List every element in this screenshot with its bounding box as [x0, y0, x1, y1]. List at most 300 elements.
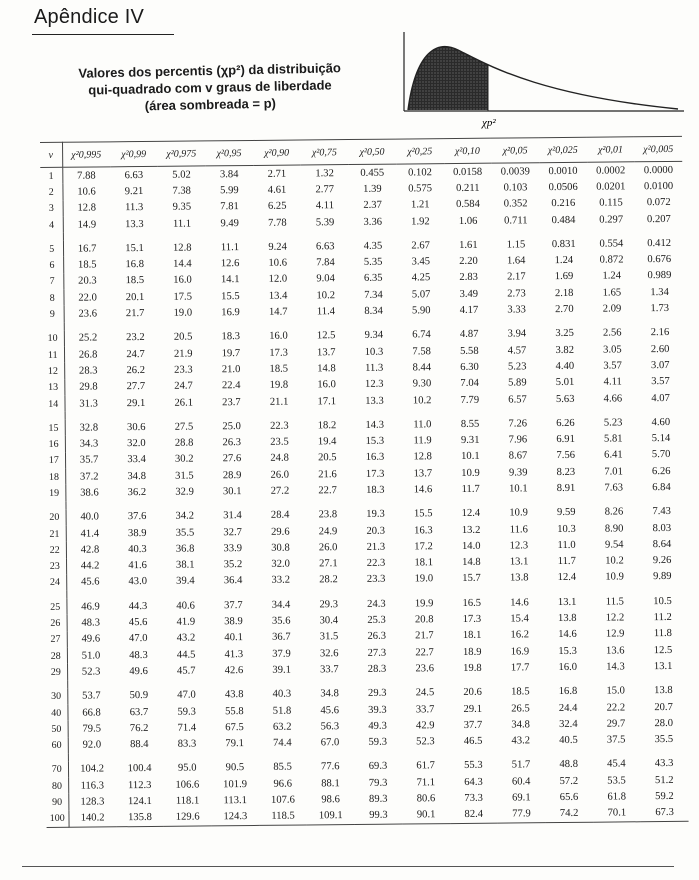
header-percentile: χ²0,99 — [110, 141, 158, 166]
percentile-value-cell: 4.66 — [603, 392, 623, 405]
percentile-value-cell: 21.0 — [221, 363, 241, 376]
percentile-value-cell: 44.2 — [80, 560, 100, 572]
percentile-value-cell: 27.2 — [270, 485, 290, 497]
percentile-value-cell: 17.3 — [462, 613, 482, 626]
percentile-value-cell: 1.24 — [554, 255, 574, 267]
percentile-value-cell: 77.6 — [320, 761, 340, 773]
percentile-value-cell: 5.14 — [651, 433, 671, 445]
percentile-value-cell: 0.0010 — [548, 165, 578, 177]
percentile-value-cell: 17.3 — [269, 347, 288, 359]
percentile-value-cell: 100.4 — [127, 763, 152, 775]
percentile-value-cell: 23.5 — [270, 436, 289, 448]
percentile-value-cell: 32.4 — [558, 718, 578, 730]
percentile-value-cell: 76.2 — [129, 722, 149, 735]
percentile-value-cell: 29.8 — [79, 381, 98, 393]
percentile-value-cell: 35.5 — [654, 734, 674, 746]
percentile-value-cell: 14.8 — [317, 363, 336, 375]
percentile-value-cell: 17.1 — [317, 395, 337, 407]
percentile-value-cell: 41.9 — [176, 616, 196, 628]
percentile-value-cell: 26.1 — [174, 397, 194, 409]
percentile-value-cell: 9.24 — [268, 241, 287, 253]
degrees-of-freedom-cell: 28 — [45, 648, 67, 665]
percentile-value-cell: 90.1 — [402, 807, 450, 824]
percentile-value-cell: 10.3 — [364, 346, 384, 358]
percentile-value-cell: 12.4 — [557, 572, 577, 584]
percentile-value-cell: 0.072 — [646, 197, 671, 209]
percentile-value-cell: 0.584 — [455, 199, 480, 211]
percentile-value-cell: 25.3 — [367, 614, 386, 626]
percentile-value-cell: 52.3 — [81, 666, 101, 678]
percentile-value-cell: 1.34 — [650, 286, 669, 298]
percentile-value-cell: 19.3 — [366, 508, 385, 521]
percentile-value-cell: 46.5 — [463, 735, 483, 748]
percentile-value-cell: 80.6 — [416, 793, 436, 805]
degrees-of-freedom-cell: 50 — [46, 721, 68, 738]
percentile-value-cell: 22.2 — [606, 701, 626, 714]
percentile-value-cell: 2.17 — [507, 271, 526, 283]
percentile-value-cell: 12.8 — [413, 451, 433, 463]
header-percentile: χ²0,005 — [634, 136, 682, 161]
degrees-of-freedom-cell: 80 — [46, 778, 68, 795]
header-percentile: χ²0,995 — [62, 142, 110, 167]
percentile-value-cell: 53.5 — [607, 775, 626, 787]
percentile-value-cell: 1.61 — [459, 239, 478, 251]
percentile-value-cell: 23.6 — [78, 308, 98, 320]
percentile-value-cell: 17.7 — [510, 662, 530, 674]
percentile-value-cell: 6.41 — [604, 449, 623, 461]
percentile-value-cell: 4.25 — [411, 272, 431, 284]
percentile-value-cell: 34.8 — [127, 470, 147, 482]
percentile-value-cell: 1.73 — [650, 302, 670, 315]
percentile-value-cell: 19.8 — [463, 662, 482, 674]
degrees-of-freedom-cell: 24 — [44, 575, 66, 592]
percentile-value-cell: 79.3 — [368, 777, 388, 789]
percentile-value-cell: 5.81 — [603, 433, 623, 445]
percentile-value-cell: 8.23 — [556, 466, 576, 478]
caption-line-1: Valores dos percentis (χp²) da distribuição — [78, 60, 342, 81]
percentile-value-cell: 7.34 — [364, 289, 383, 301]
percentile-value-cell: 2.37 — [363, 199, 382, 212]
percentile-value-cell: 19.0 — [173, 307, 193, 319]
percentile-value-cell: 12.6 — [220, 258, 240, 270]
percentile-value-cell: 69.1 — [512, 792, 531, 804]
header-percentile: χ²0,975 — [157, 141, 205, 166]
percentile-value-cell: 7.88 — [77, 170, 96, 182]
percentile-value-cell: 13.3 — [124, 218, 144, 230]
table-caption — [59, 59, 360, 116]
percentile-value-cell: 13.3 — [365, 395, 384, 407]
percentile-value-cell: 27.6 — [222, 453, 242, 465]
percentile-value-cell: 4.11 — [603, 376, 622, 388]
percentile-value-cell: 3.45 — [411, 256, 431, 268]
percentile-value-cell: 34.8 — [511, 719, 530, 731]
percentile-value-cell: 12.4 — [461, 508, 481, 520]
degrees-of-freedom-cell: 26 — [45, 615, 67, 632]
percentile-value-cell: 17.5 — [173, 291, 193, 303]
percentile-value-cell: 33.2 — [271, 575, 291, 587]
percentile-value-cell: 28.2 — [319, 574, 338, 586]
percentile-value-cell: 16.0 — [317, 379, 336, 391]
degrees-of-freedom-cell: 9 — [42, 306, 64, 323]
percentile-value-cell: 16.8 — [558, 686, 578, 698]
percentile-value-cell: 106.6 — [175, 779, 200, 791]
percentile-value-cell: 33.4 — [127, 454, 146, 466]
percentile-value-cell: 19.0 — [414, 573, 434, 585]
percentile-value-cell: 34.4 — [271, 599, 291, 611]
table-body — [40, 161, 688, 827]
percentile-value-cell: 129.6 — [164, 809, 212, 826]
percentile-value-cell: 28.3 — [367, 663, 387, 675]
percentile-value-cell: 2.67 — [411, 240, 430, 252]
percentile-value-cell: 95.0 — [177, 762, 197, 775]
percentile-value-cell: 21.3 — [366, 541, 386, 553]
percentile-value-cell: 135.8 — [116, 810, 164, 827]
percentile-value-cell: 4.60 — [651, 416, 671, 428]
degrees-of-freedom-cell: 23 — [44, 558, 66, 575]
header-percentile: χ²0,025 — [539, 137, 587, 162]
percentile-value-cell: 11.3 — [125, 202, 144, 214]
percentile-value-cell: 27.1 — [319, 558, 338, 570]
percentile-value-cell: 24.7 — [126, 348, 145, 360]
percentile-value-cell: 124.1 — [127, 795, 152, 808]
percentile-value-cell: 13.1 — [557, 596, 577, 608]
percentile-value-cell: 26.2 — [126, 364, 146, 377]
percentile-value-cell: 3.25 — [555, 328, 574, 340]
percentile-value-cell: 65.6 — [559, 791, 579, 804]
percentile-value-cell: 74.4 — [273, 737, 292, 749]
percentile-value-cell: 17.3 — [365, 468, 385, 480]
percentile-value-cell: 37.5 — [606, 734, 626, 746]
percentile-value-cell: 101.9 — [223, 778, 248, 791]
percentile-value-cell: 11.6 — [509, 523, 528, 536]
percentile-value-cell: 51.2 — [654, 774, 674, 786]
percentile-value-cell: 17.2 — [414, 541, 433, 553]
percentile-value-cell: 33.7 — [320, 664, 339, 676]
percentile-value-cell: 0.0000 — [643, 164, 674, 176]
percentile-value-cell: 0.216 — [551, 198, 576, 210]
percentile-value-cell: 45.6 — [320, 704, 340, 716]
percentile-value-cell: 48.8 — [559, 759, 579, 771]
percentile-value-cell: 22.7 — [415, 646, 434, 659]
percentile-value-cell: 16.2 — [510, 629, 530, 641]
percentile-value-cell: 22.0 — [78, 292, 97, 304]
degrees-of-freedom-cell: 40 — [45, 705, 67, 722]
percentile-value-cell: 35.2 — [223, 559, 243, 571]
percentile-value-cell: 5.89 — [508, 377, 527, 389]
percentile-value-cell: 69.3 — [368, 761, 388, 773]
percentile-value-cell: 45.6 — [80, 576, 100, 589]
percentile-value-cell: 38.1 — [175, 559, 195, 571]
percentile-value-cell: 23.2 — [126, 332, 145, 344]
percentile-value-cell: 40.5 — [559, 735, 578, 747]
percentile-value-cell: 55.3 — [464, 760, 483, 772]
percentile-value-cell: 1.06 — [458, 215, 478, 227]
degrees-of-freedom-cell: 100 — [46, 810, 68, 827]
percentile-value-cell: 37.2 — [79, 471, 99, 483]
percentile-value-cell: 43.3 — [654, 758, 674, 770]
percentile-value-cell: 0.0039 — [500, 165, 530, 178]
percentile-value-cell: 21.1 — [269, 396, 289, 408]
percentile-value-cell: 45.4 — [607, 758, 626, 771]
percentile-value-cell: 34.2 — [175, 510, 195, 522]
percentile-value-cell: 20.5 — [317, 452, 337, 464]
percentile-value-cell: 7.01 — [604, 466, 623, 478]
percentile-value-cell: 2.16 — [650, 327, 670, 339]
percentile-value-cell: 10.2 — [316, 289, 336, 302]
percentile-value-cell: 5.23 — [603, 417, 623, 429]
percentile-value-cell: 41.4 — [80, 528, 100, 540]
percentile-value-cell: 19.8 — [269, 379, 289, 392]
percentile-value-cell: 0.989 — [647, 270, 672, 282]
percentile-value-cell: 26.3 — [367, 631, 387, 643]
percentile-value-cell: 59.3 — [177, 706, 197, 718]
percentile-value-cell: 30.2 — [174, 453, 194, 466]
degrees-of-freedom-cell: 4 — [41, 217, 63, 234]
percentile-value-cell: 11.1 — [172, 218, 192, 230]
percentile-value-cell: 0.412 — [647, 237, 672, 250]
percentile-value-cell: 63.7 — [129, 706, 149, 718]
percentile-value-cell: 14.8 — [462, 556, 481, 569]
percentile-value-cell: 4.87 — [459, 329, 479, 341]
percentile-value-cell: 11.1 — [220, 241, 240, 254]
percentile-value-cell: 14.9 — [77, 218, 97, 231]
percentile-value-cell: 64.3 — [464, 776, 483, 788]
percentile-value-cell: 11.5 — [605, 596, 624, 608]
percentile-value-cell: 21.9 — [173, 348, 193, 360]
percentile-value-cell: 13.7 — [413, 467, 433, 480]
header-nu: v — [40, 142, 62, 167]
percentile-value-cell: 6.25 — [267, 200, 287, 213]
degrees-of-freedom-cell: 25 — [44, 599, 66, 616]
degrees-of-freedom-cell: 10 — [42, 330, 64, 347]
percentile-value-cell: 24.8 — [270, 453, 289, 465]
percentile-value-cell: 11.0 — [557, 539, 576, 551]
percentile-value-cell: 28.3 — [78, 365, 98, 377]
percentile-value-cell: 12.3 — [509, 540, 529, 552]
header-percentile: χ²0,10 — [443, 138, 491, 163]
percentile-value-cell: 90.5 — [225, 762, 245, 774]
percentile-value-cell: 16.9 — [221, 307, 240, 319]
header-percentile: χ²0,05 — [491, 138, 539, 163]
percentile-value-cell: 0.0100 — [643, 180, 674, 193]
percentile-value-cell: 0.554 — [599, 238, 624, 250]
percentile-value-cell: 6.35 — [363, 273, 383, 285]
percentile-value-cell: 16.8 — [125, 259, 145, 271]
percentile-value-cell: 26.0 — [270, 469, 290, 481]
percentile-value-cell: 18.9 — [462, 646, 482, 658]
degrees-of-freedom-cell: 15 — [43, 420, 65, 437]
percentile-value-cell: 5.39 — [315, 216, 335, 228]
percentile-value-cell: 26.3 — [222, 437, 242, 449]
percentile-value-cell: 14.0 — [461, 540, 481, 552]
percentile-value-cell: 19.4 — [317, 436, 337, 448]
caption-line-2: qui-quadrado com v graus de liberdade — [88, 77, 332, 98]
percentile-value-cell: 10.5 — [653, 595, 672, 607]
percentile-value-cell: 21.7 — [125, 308, 145, 320]
percentile-value-cell: 13.4 — [268, 290, 288, 302]
title-underline — [32, 34, 174, 35]
percentile-value-cell: 32.0 — [127, 438, 146, 450]
percentile-value-cell: 20.5 — [173, 331, 193, 344]
degrees-of-freedom-cell: 7 — [41, 274, 63, 291]
percentile-value-cell: 9.89 — [652, 571, 672, 583]
percentile-value-cell: 116.3 — [80, 780, 105, 792]
percentile-value-cell: 12.2 — [605, 612, 625, 624]
percentile-value-cell: 48.3 — [129, 649, 148, 661]
percentile-value-cell: 33.9 — [223, 542, 243, 555]
percentile-value-cell: 10.3 — [557, 523, 576, 535]
percentile-value-cell: 11.4 — [316, 306, 336, 318]
percentile-value-cell: 5.07 — [411, 288, 431, 301]
percentile-value-cell: 23.6 — [415, 663, 435, 675]
percentile-value-cell: 20.7 — [654, 701, 673, 713]
degrees-of-freedom-cell: 13 — [42, 379, 64, 396]
percentile-value-cell: 12.5 — [316, 330, 336, 342]
percentile-value-cell: 36.8 — [175, 543, 195, 555]
percentile-value-cell: 0.0158 — [453, 166, 483, 178]
percentile-value-cell: 27.7 — [126, 381, 146, 393]
percentile-value-cell: 32.8 — [79, 422, 99, 434]
percentile-value-cell: 0.297 — [599, 213, 624, 226]
percentile-value-cell: 61.7 — [416, 760, 435, 772]
percentile-value-cell: 20.6 — [463, 687, 482, 699]
percentile-value-cell: 13.8 — [654, 685, 673, 697]
degrees-of-freedom-cell: 8 — [41, 290, 63, 307]
percentile-value-cell: 7.81 — [220, 201, 239, 213]
percentile-value-cell: 34.3 — [79, 438, 99, 450]
percentile-value-cell: 20.3 — [78, 275, 97, 288]
percentile-value-cell: 15.4 — [510, 613, 529, 625]
percentile-value-cell: 2.18 — [554, 287, 574, 299]
percentile-value-cell: 5.63 — [555, 393, 575, 405]
percentile-value-cell: 71.1 — [416, 776, 436, 789]
header-percentile: χ²0,50 — [348, 139, 396, 164]
percentile-value-cell: 10.6 — [77, 186, 96, 198]
percentile-value-cell: 11.7 — [557, 556, 576, 568]
percentile-value-cell: 67.3 — [641, 804, 689, 821]
caption-line-3: (área sombreada = p) — [144, 95, 277, 114]
percentile-value-cell: 15.1 — [125, 242, 144, 255]
percentile-value-cell: 9.30 — [412, 378, 432, 390]
percentile-value-cell: 14.6 — [413, 484, 433, 496]
percentile-value-cell: 49.6 — [81, 633, 101, 645]
percentile-value-cell: 50.9 — [129, 690, 149, 702]
percentile-value-cell: 3.05 — [603, 344, 622, 356]
percentile-value-cell: 30.1 — [222, 486, 242, 498]
percentile-value-cell: 21.6 — [318, 468, 337, 481]
percentile-value-cell: 0.0506 — [548, 181, 578, 194]
percentile-value-cell: 18.1 — [414, 557, 434, 569]
percentile-value-cell: 128.3 — [80, 796, 105, 808]
percentile-value-cell: 26.0 — [318, 542, 338, 554]
percentile-value-cell: 7.38 — [172, 185, 192, 197]
percentile-value-cell: 10.9 — [509, 507, 528, 519]
percentile-value-cell: 99.3 — [355, 807, 403, 824]
percentile-value-cell: 2.71 — [267, 168, 287, 180]
percentile-value-cell: 36.7 — [272, 631, 291, 644]
percentile-value-cell: 0.711 — [504, 214, 528, 227]
percentile-value-cell: 3.57 — [603, 360, 622, 372]
percentile-value-cell: 37.9 — [272, 648, 291, 660]
percentile-value-cell: 53.7 — [82, 690, 101, 702]
percentile-value-cell: 16.0 — [173, 274, 192, 287]
percentile-value-cell: 14.7 — [268, 306, 288, 318]
percentile-value-cell: 26.8 — [78, 349, 98, 361]
percentile-value-cell: 0.455 — [360, 167, 385, 179]
percentile-value-cell: 40.3 — [128, 543, 147, 556]
percentile-value-cell: 47.0 — [128, 633, 148, 645]
percentile-value-cell: 88.4 — [129, 739, 149, 751]
percentile-value-cell: 1.15 — [506, 239, 526, 251]
percentile-value-cell: 1.21 — [410, 199, 430, 211]
percentile-value-cell: 14.6 — [510, 597, 529, 609]
percentile-value-cell: 40.3 — [272, 688, 292, 701]
percentile-value-cell: 8.03 — [652, 522, 672, 534]
percentile-value-cell: 10.1 — [461, 451, 480, 463]
percentile-value-cell: 14.4 — [173, 258, 192, 270]
percentile-value-cell: 0.115 — [599, 197, 623, 209]
percentile-value-cell: 2.83 — [459, 272, 478, 284]
percentile-value-cell: 0.207 — [646, 213, 671, 225]
percentile-value-cell: 13.1 — [509, 556, 529, 568]
percentile-value-cell: 24.9 — [318, 525, 338, 537]
percentile-value-cell: 51.0 — [81, 650, 101, 662]
percentile-value-cell: 8.34 — [364, 305, 383, 317]
percentile-value-cell: 20.1 — [125, 291, 145, 303]
percentile-value-cell: 23.3 — [174, 364, 193, 376]
degrees-of-freedom-cell: 70 — [46, 762, 68, 779]
percentile-value-cell: 12.0 — [268, 274, 288, 286]
percentile-value-cell: 31.5 — [319, 631, 339, 643]
percentile-value-cell: 12.5 — [653, 644, 673, 656]
degrees-of-freedom-cell: 16 — [43, 436, 65, 453]
percentile-value-cell: 16.5 — [462, 597, 482, 609]
degrees-of-freedom-cell: 1 — [40, 167, 62, 184]
percentile-value-cell: 3.33 — [507, 304, 526, 316]
percentile-value-cell: 96.6 — [273, 778, 293, 790]
chi-square-table-container — [40, 136, 689, 862]
percentile-value-cell: 13.8 — [509, 572, 529, 584]
percentile-value-cell: 20.3 — [366, 525, 386, 537]
percentile-value-cell: 1.24 — [602, 270, 622, 283]
percentile-value-cell: 41.6 — [128, 560, 147, 572]
percentile-value-cell: 0.211 — [456, 182, 480, 194]
percentile-value-cell: 15.5 — [413, 508, 433, 520]
percentile-value-cell: 0.872 — [599, 254, 624, 266]
percentile-value-cell: 5.01 — [555, 377, 575, 389]
percentile-value-cell: 43.8 — [224, 689, 244, 701]
percentile-value-cell: 5.02 — [172, 169, 191, 181]
percentile-value-cell: 85.5 — [273, 762, 292, 774]
percentile-value-cell: 37.7 — [463, 719, 483, 731]
percentile-value-cell: 2.60 — [650, 343, 670, 355]
header-percentile: χ²0,95 — [205, 140, 253, 165]
percentile-value-cell: 7.96 — [508, 434, 528, 446]
percentile-value-cell: 8.90 — [604, 522, 624, 535]
percentile-value-cell: 7.84 — [316, 257, 335, 269]
header-percentile: χ²0,90 — [253, 140, 301, 165]
percentile-value-cell: 6.30 — [460, 361, 479, 373]
percentile-value-cell: 44.3 — [128, 600, 148, 612]
percentile-value-cell: 10.2 — [605, 555, 624, 567]
percentile-value-cell: 10.6 — [268, 257, 288, 269]
percentile-value-cell: 18.3 — [365, 484, 385, 496]
percentile-value-cell: 5.35 — [363, 256, 383, 269]
percentile-value-cell: 4.35 — [363, 240, 383, 252]
percentile-value-cell: 44.5 — [176, 649, 196, 661]
percentile-value-cell: 18.5 — [511, 686, 530, 698]
percentile-value-cell: 66.8 — [82, 706, 101, 719]
